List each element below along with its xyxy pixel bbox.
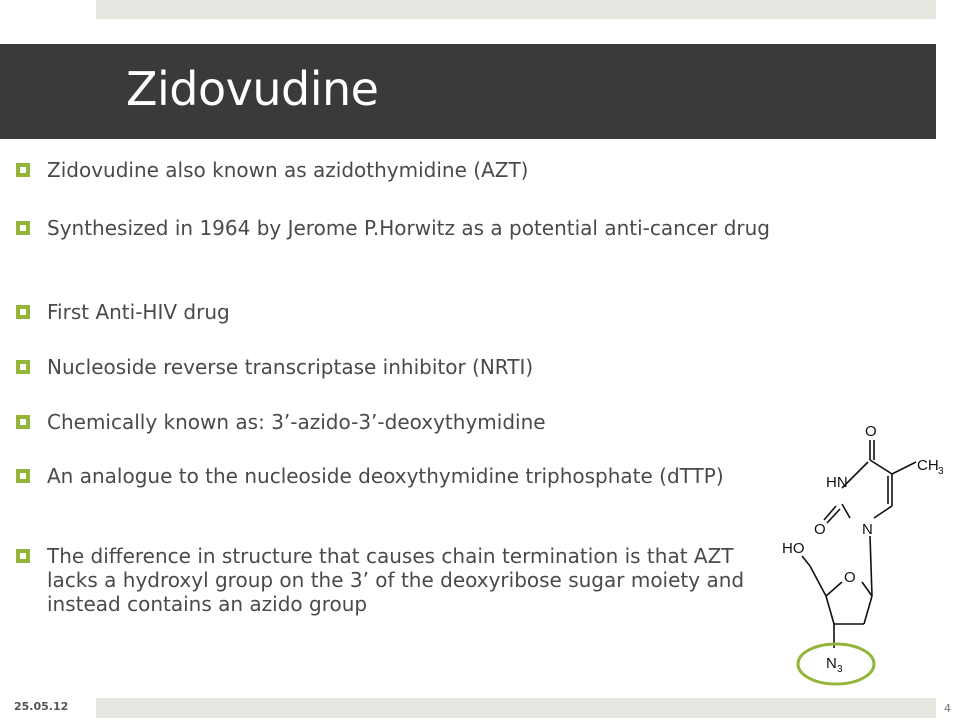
- zidovudine-structure-diagram: [776, 410, 960, 700]
- square-bullet-icon: [16, 163, 30, 177]
- azido-subscript: 3: [837, 664, 843, 675]
- bullet-text: The difference in structure that causes chain termination is that AZT lacks a hydroxyl group on the 3’ of the deoxyribose sugar moiety and instead contains an azido group: [47, 544, 745, 616]
- oxygen-top-label: O: [865, 423, 877, 440]
- hn-label: HN: [826, 474, 848, 491]
- square-bullet-icon: [16, 469, 30, 483]
- square-bullet-icon: [16, 549, 30, 563]
- bullet-text: Zidovudine also known as azidothymidine (AZT): [47, 158, 529, 182]
- hydroxyl-label: HO: [782, 540, 805, 557]
- sugar-ring: [802, 556, 872, 648]
- bullet-text: Nucleoside reverse transcriptase inhibitor (NRTI): [47, 355, 534, 379]
- square-bullet-icon: [16, 305, 30, 319]
- page-number: 4: [944, 702, 951, 715]
- bullet-text: First Anti-HIV drug: [47, 300, 230, 324]
- square-bullet-icon: [16, 360, 30, 374]
- azido-label: N: [826, 655, 837, 672]
- bullet-text: Synthesized in 1964 by Jerome P.Horwitz as a potential anti-cancer drug: [47, 216, 770, 240]
- square-bullet-icon: [16, 221, 30, 235]
- square-bullet-icon: [16, 415, 30, 429]
- bullet-text: Chemically known as: 3’-azido-3’-deoxythymidine: [47, 410, 546, 434]
- slide-title: Zidovudine: [126, 62, 379, 116]
- ring-nitrogen-label: N: [862, 521, 873, 538]
- bullet-text: An analogue to the nucleoside deoxythymidine triphosphate (dTTP): [47, 464, 724, 488]
- oxygen-left-label: O: [814, 521, 826, 538]
- ring-oxygen-label: O: [844, 569, 856, 586]
- methyl-label: CH: [917, 457, 939, 474]
- methyl-subscript: 3: [938, 466, 944, 477]
- glycosidic-bond: [870, 536, 872, 596]
- top-decor-bar: [96, 0, 936, 19]
- footer-decor-bar: [96, 698, 936, 718]
- footer-date: 25.05.12: [14, 700, 69, 713]
